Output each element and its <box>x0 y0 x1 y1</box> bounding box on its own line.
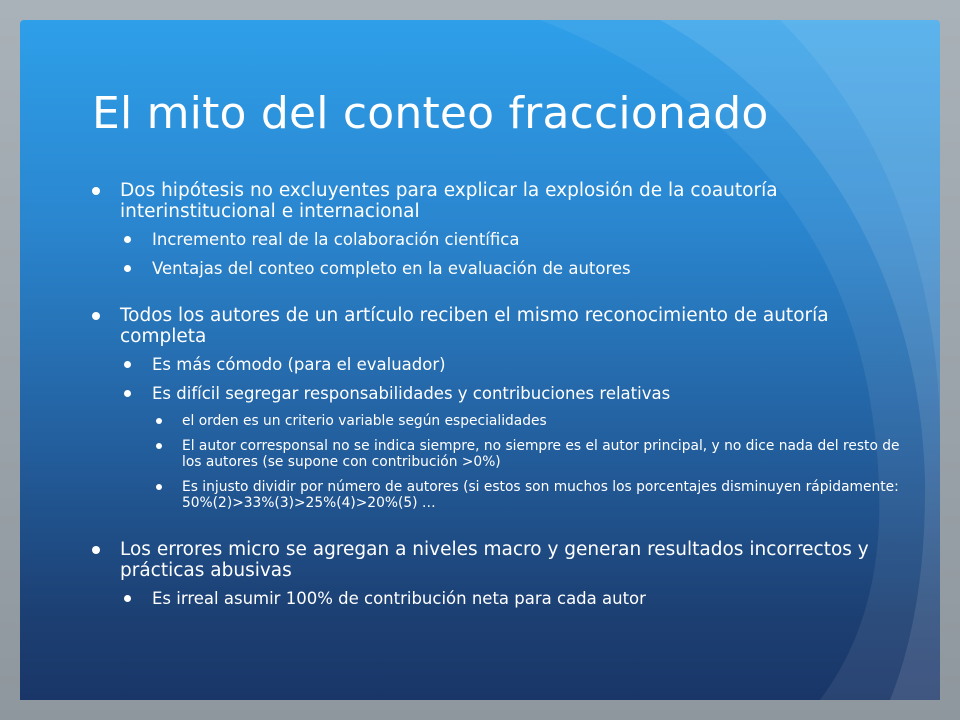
sub-bullet-item <box>92 589 902 609</box>
bullet-dot-icon <box>124 361 131 368</box>
bullet-dot-icon <box>124 595 131 602</box>
bullet-dot-icon <box>92 312 100 320</box>
sub-bullet-item <box>92 230 902 250</box>
bullet-text: Ventajas del conteo completo en la evaluación de autores <box>152 259 631 278</box>
bullet-text: Es irreal asumir 100% de contribución neta para cada autor <box>152 589 646 608</box>
bullet-text: Es más cómodo (para el evaluador) <box>152 355 446 374</box>
bullet-text: Los errores micro se agregan a niveles macro y generan resultados incorrectos y prácticas abusivas <box>120 539 869 581</box>
bullet-dot-icon <box>124 236 131 243</box>
bullet-dot-icon <box>156 418 162 424</box>
sub-sub-bullet-item <box>92 479 902 511</box>
bullet-text: Incremento real de la colaboración científica <box>152 230 520 249</box>
bullet-text: Dos hipótesis no excluyentes para explicar la explosión de la coautoría interinstitucional e internacional <box>120 180 778 222</box>
sub-bullet-item <box>92 384 902 404</box>
bullet-text: el orden es un criterio variable según especialidades <box>182 413 547 429</box>
bullet-item <box>92 305 902 347</box>
bullet-dot-icon <box>92 546 100 554</box>
bullet-item <box>92 180 902 222</box>
slide-panel <box>20 20 940 700</box>
bullet-dot-icon <box>124 390 131 397</box>
bullet-dot-icon <box>124 265 131 272</box>
bullet-text: Es injusto dividir por número de autores (si estos son muchos los porcentajes disminuyen rápidamente: 50%(2)>33%(3)>25%(4)>20%(5) … <box>182 479 899 511</box>
bullet-item <box>92 539 902 581</box>
bullet-dot-icon <box>156 443 162 449</box>
sub-bullet-item <box>92 355 902 375</box>
bullet-dot-icon <box>92 187 100 195</box>
sub-sub-bullet-item <box>92 438 902 470</box>
bullet-dot-icon <box>156 484 162 490</box>
slide-title: El mito del conteo fraccionado <box>92 88 769 139</box>
bullet-text: Es difícil segregar responsabilidades y contribuciones relativas <box>152 384 671 403</box>
sub-bullet-item <box>92 259 902 279</box>
bullet-list <box>92 180 902 609</box>
sub-sub-bullet-item <box>92 413 902 429</box>
bullet-text: Todos los autores de un artículo reciben el mismo reconocimiento de autoría completa <box>120 305 829 347</box>
bullet-text: El autor corresponsal no se indica siempre, no siempre es el autor principal, y no dice nada del resto de los autores (se supone con contribución >0%) <box>182 438 900 470</box>
